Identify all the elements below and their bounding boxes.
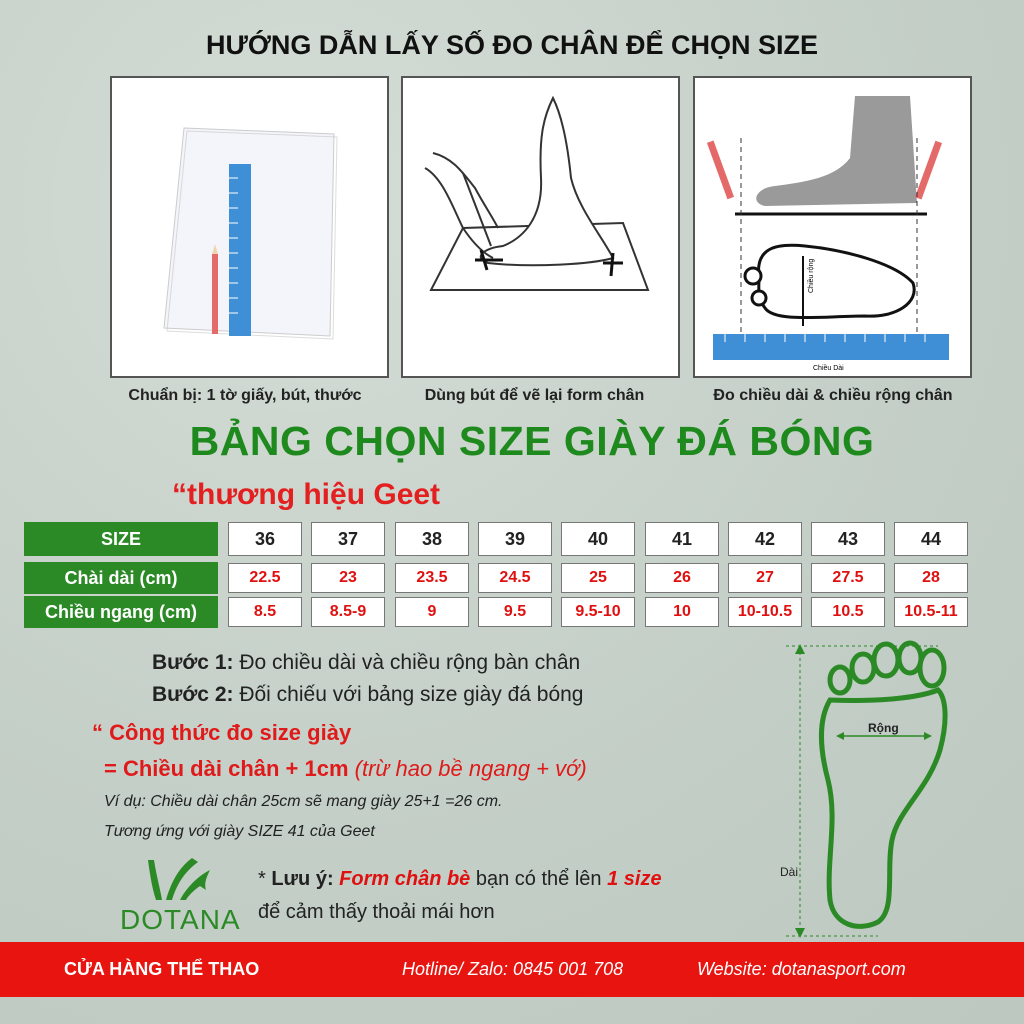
size-cell: 41: [645, 522, 719, 556]
foot-length-label: Dài: [780, 865, 799, 879]
note-colon: :: [326, 868, 340, 890]
note-label: Lưu ý: [271, 868, 327, 890]
width-cell: 8.5: [228, 597, 302, 627]
caption-measure: Đo chiều dài & chiều rộng chân: [713, 387, 953, 404]
dotana-logo-mark: [118, 850, 234, 904]
length-cell: 24.5: [478, 563, 552, 593]
size-cell: 39: [478, 522, 552, 556]
length-header-label: Chài dài (cm): [24, 562, 218, 594]
panel-draw: [401, 76, 680, 378]
width-cell: 10.5-11: [894, 597, 968, 627]
foot-measure-illustration: [695, 78, 970, 376]
width-cell: 10-10.5: [728, 597, 802, 627]
footer-website[interactable]: Website: dotanasport.com: [697, 959, 906, 979]
size-header-label: SIZE: [24, 522, 218, 556]
size-cell: 36: [228, 522, 302, 556]
size-cell: 38: [395, 522, 469, 556]
caption-draw: Dùng bút để vẽ lại form chân: [424, 387, 645, 404]
panel-prepare: [110, 76, 389, 378]
note-highlight-size: 1 size: [607, 868, 662, 890]
footer-shop: CỬA HÀNG THỂ THAO: [64, 959, 260, 979]
example-line-1: Ví dụ: Chiều dài chân 25cm sẽ mang giày 25+1 =26 cm.: [104, 793, 503, 810]
panel-measure: [693, 76, 972, 378]
page-title: HƯỚNG DẪN LẤY SỐ ĐO CHÂN ĐỂ CHỌN SIZE: [206, 30, 818, 60]
length-cell: 27: [728, 563, 802, 593]
size-cell: 43: [811, 522, 885, 556]
step-1-text: Đo chiều dài và chiều rộng bàn chân: [233, 651, 581, 674]
formula-line: [104, 756, 587, 782]
pencil-icon: [212, 254, 218, 334]
caption-prepare: Chuẩn bị: 1 tờ giấy, bút, thước: [128, 387, 362, 404]
step-2: [152, 683, 584, 707]
length-cell: 23: [311, 563, 385, 593]
note-mid: bạn có thể lên: [470, 868, 608, 890]
ruler-icon: [229, 164, 251, 336]
length-cell: 27.5: [811, 563, 885, 593]
note-highlight-form: Form chân bè: [339, 868, 471, 890]
foot-drawing-illustration: [403, 78, 678, 376]
brand-line: “thương hiệu Geet: [172, 478, 441, 511]
foot-outline-diagram: [778, 640, 978, 940]
width-cell: 10: [645, 597, 719, 627]
length-cell: 22.5: [228, 563, 302, 593]
width-header-label: Chiều ngang (cm): [24, 596, 218, 628]
step-2-text: Đối chiếu với bảng size giày đá bóng: [233, 683, 584, 706]
size-cell: 37: [311, 522, 385, 556]
length-cell: 23.5: [395, 563, 469, 593]
size-chart-heading: BẢNG CHỌN SIZE GIÀY ĐÁ BÓNG: [189, 418, 875, 464]
footer-hotline[interactable]: Hotline/ Zalo: 0845 001 708: [402, 959, 624, 979]
length-cell: 25: [561, 563, 635, 593]
size-cell: 44: [894, 522, 968, 556]
foot-width-label: Rộng: [868, 721, 899, 735]
footer-bar: [0, 942, 1024, 997]
paper-ruler-pencil-illustration: [112, 78, 387, 376]
width-cell: 10.5: [811, 597, 885, 627]
step-1-label: Bước 1:: [152, 651, 234, 674]
step-1: [152, 651, 580, 675]
logo-text: DOTANA: [120, 904, 241, 935]
length-cell: 28: [894, 563, 968, 593]
length-cell: 26: [645, 563, 719, 593]
example-line-2: Tương ứng với giày SIZE 41 của Geet: [104, 823, 375, 840]
ruler-icon: [713, 334, 949, 360]
note-line-1: [258, 868, 662, 891]
note-prefix: *: [258, 868, 272, 890]
size-cell: 40: [561, 522, 635, 556]
size-cell: 42: [728, 522, 802, 556]
width-cell: 9.5-10: [561, 597, 635, 627]
formula-expression: = Chiều dài chân + 1cm: [104, 756, 349, 781]
dotana-logo: [118, 850, 241, 940]
width-cell: 8.5-9: [311, 597, 385, 627]
note-line-2: để cảm thấy thoải mái hơn: [258, 901, 495, 923]
measure-width-label: Chiều rộng: [808, 258, 815, 293]
width-cell: 9: [395, 597, 469, 627]
width-cell: 9.5: [478, 597, 552, 627]
formula-note: (trừ hao bề ngang + vớ): [348, 756, 587, 781]
measure-length-label: Chiều Dài: [813, 365, 844, 372]
formula-title: “ Công thức đo size giày: [92, 720, 352, 745]
step-2-label: Bước 2:: [152, 683, 234, 706]
